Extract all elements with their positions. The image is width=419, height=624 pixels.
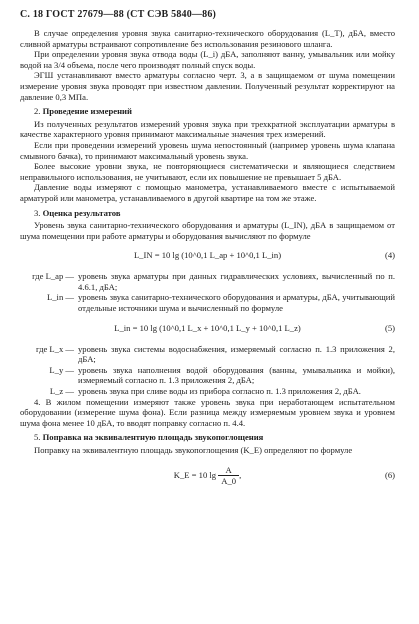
definition-text: уровень звука системы водоснабжения, измеряемый согласно п. 1.3 приложения 2, дБА; xyxy=(78,343,395,365)
formula-fraction xyxy=(218,464,242,487)
section-title: Оценка результатов xyxy=(42,207,121,218)
paragraph: ЭГШ устанавливают вместо арматуры согласно черт. 3, а в защищаемом от шума помещении измерение уровня звука проводят при известном давлении. Полученный результат корректируют на давление 0,3 МПа. xyxy=(20,70,395,102)
formula-tail: , xyxy=(239,469,242,480)
section-number: 3. xyxy=(34,207,41,218)
section-number: 2. xyxy=(34,106,41,117)
definition-text: уровень звука арматуры при данных гидравлических условиях, вычисленный по п. 4.6.1, дБА; xyxy=(78,271,395,292)
formula-6 xyxy=(20,462,395,490)
definition-symbol: где L_ap — xyxy=(32,271,74,282)
formula-expression: L_in = 10 lg (10^0,1 L_x + 10^0,1 L_y + 10^0,1 L_z) xyxy=(114,322,301,333)
definition-item xyxy=(20,365,395,386)
definition-symbol: L_in — xyxy=(47,292,74,303)
formula-expression xyxy=(20,465,395,487)
definition-item xyxy=(20,292,395,313)
section-number: 5. xyxy=(34,432,41,443)
section-heading xyxy=(20,106,395,117)
definition-item xyxy=(20,344,395,365)
page-content xyxy=(20,28,395,496)
definitions-list xyxy=(20,344,395,397)
definition-symbol: где L_x — xyxy=(35,343,74,354)
paragraph: Давление воды измеряют с помощью манометра, устанавливаемого вместе с испытываемой арматурой или манометра, устанавливаемого в другой квартире на том же этаже. xyxy=(20,182,395,203)
paragraph: Поправку на эквивалентную площадь звукопоглощения (K_E) определяют по формуле xyxy=(34,445,353,455)
definition-text: уровень звука наполнения водой оборудования (ванны, умывальника и мойки), измеряемый согласно п. 1.3 приложения 2, дБА; xyxy=(78,364,395,386)
fraction-numerator: A xyxy=(218,465,239,477)
definition-text: уровень звука при сливе воды из прибора согласно п. 1.3 приложения 2, дБА. xyxy=(78,386,361,397)
formula-number: (6) xyxy=(384,469,395,480)
formula-lhs: K_E = 10 lg xyxy=(173,469,217,480)
formula-expression: L_IN = 10 lg (10^0,1 L_ap + 10^0,1 L_in) xyxy=(133,250,282,261)
section-title: Проведение измерений xyxy=(42,106,132,117)
definition-symbol: L_y — xyxy=(49,364,74,375)
paragraph: Если при проведении измерений уровень шума непостоянный (например уровень шума клапана смывного бачка), то принимают максимальный уровень звука. xyxy=(20,139,395,161)
paragraph: При определении уровня звука отвода воды (L_i) дБА, заполняют ванну, умывальник или мойку водой на 3/4 объема, после чего производят полный спуск воды. xyxy=(20,49,395,70)
definition-item xyxy=(20,271,395,292)
paragraph: 4. В жилом помещении измеряют также уровень звука при неработающем испытательном оборудовании (измерение шума фона). Если разница между измеряемым уровнем звука и уровнем шума фона менее 10 дБА, то вводят поправку согласно п. 4.4. xyxy=(20,396,395,428)
definition-symbol: L_z — xyxy=(49,386,74,397)
paragraph: Из полученных результатов измерений уровня звука при трехкратной эксплуатации арматуры в качестве характерного уровня принимают максимальные значения трех измерений. xyxy=(20,118,395,140)
formula-5 xyxy=(20,320,395,338)
section-title: Поправка на эквивалентную площадь звукопоглощения xyxy=(42,432,264,443)
formula-number: (5) xyxy=(384,322,395,333)
section-heading xyxy=(20,208,395,219)
paragraph: Более высокие уровни звука, не повторяющиеся систематически и являющиеся следствием неправильного использования, не учитывают, если их повышение не превышает 5 дБА. xyxy=(20,161,395,182)
definitions-list xyxy=(20,271,395,313)
paragraph: В случае определения уровня звука санитарно-технического оборудования (L_T), дБА, вместо сливной арматуры встраивают сопротивление без использования резинового шланга. xyxy=(20,28,395,49)
section-heading xyxy=(20,432,395,443)
formula-number: (4) xyxy=(384,250,395,261)
definition-text: уровень звука санитарно-технического оборудования и арматуры, дБА, учитывающий отдельные источники шума и вычисленный по формуле xyxy=(78,292,395,314)
fraction-denominator: A_0 xyxy=(221,476,237,487)
definition-item xyxy=(20,386,395,397)
page-header: С. 18 ГОСТ 27679—88 (СТ СЭВ 5840—86) xyxy=(20,9,217,20)
formula-4 xyxy=(20,247,395,265)
paragraph: Уровень звука санитарно-технического оборудования и арматуры (L_IN), дБА в защищаемом от шума помещении при работе арматуры и оборудования вычисляют по формуле xyxy=(20,220,395,241)
